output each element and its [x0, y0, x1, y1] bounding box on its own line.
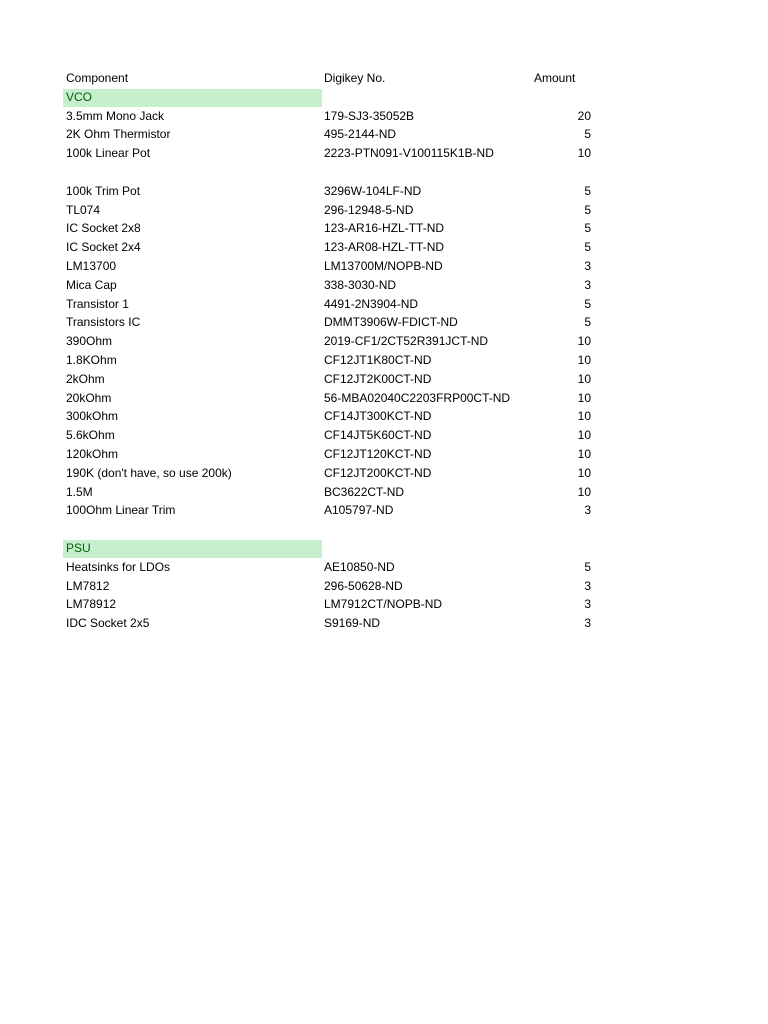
digikey-cell: CF12JT120KCT-ND: [324, 446, 432, 461]
amount-cell: 5: [584, 315, 591, 330]
digikey-cell: CF14JT5K60CT-ND: [324, 428, 432, 443]
digikey-cell: CF12JT2K00CT-ND: [324, 371, 432, 386]
amount-cell: 10: [577, 371, 591, 386]
amount-cell: 20: [577, 108, 591, 123]
table-row: [63, 426, 603, 445]
digikey-cell: 123-AR16-HZL-TT-ND: [324, 221, 445, 236]
amount-cell: 10: [577, 465, 591, 480]
table-row: [63, 276, 603, 295]
table-row: [63, 295, 603, 314]
component-cell: TL074: [66, 202, 101, 217]
digikey-cell: CF12JT200KCT-ND: [324, 465, 432, 480]
amount-cell: 10: [577, 146, 591, 161]
table-row: [63, 125, 603, 144]
section-highlight: [63, 540, 322, 558]
digikey-cell: S9169-ND: [324, 616, 381, 631]
component-cell: Transistor 1: [66, 296, 129, 311]
section-label: PSU: [66, 540, 91, 555]
amount-cell: 5: [584, 202, 591, 217]
amount-cell: 3: [584, 503, 591, 518]
amount-cell: 5: [584, 296, 591, 311]
digikey-cell: 179-SJ3-35052B: [324, 108, 415, 123]
digikey-cell: A105797-ND: [324, 503, 394, 518]
amount-cell: 10: [577, 390, 591, 405]
amount-cell: 3: [584, 277, 591, 292]
table-row: [63, 201, 603, 220]
component-cell: 3.5mm Mono Jack: [66, 108, 165, 123]
amount-cell: 3: [584, 597, 591, 612]
digikey-cell: 4491-2N3904-ND: [324, 296, 419, 311]
digikey-cell: 2019-CF1/2CT52R391JCT-ND: [324, 334, 489, 349]
component-cell: 1.8KOhm: [66, 352, 117, 367]
component-cell: IC Socket 2x8: [66, 221, 141, 236]
amount-cell: 5: [584, 221, 591, 236]
table-row: [63, 351, 603, 370]
table-row: [63, 257, 603, 276]
amount-cell: 10: [577, 409, 591, 424]
component-cell: 190K (don't have, so use 200k): [66, 465, 232, 480]
table-row: [63, 370, 603, 389]
component-cell: 390Ohm: [66, 334, 113, 349]
table-row: [63, 483, 603, 502]
table-row: [63, 144, 603, 163]
digikey-cell: CF14JT300KCT-ND: [324, 409, 432, 424]
digikey-cell: 56-MBA02040C2203FRP00CT-ND: [324, 390, 511, 405]
component-cell: 100k Trim Pot: [66, 183, 141, 198]
table-row: [63, 389, 603, 408]
section-header-row: [63, 539, 603, 558]
amount-cell: 5: [584, 127, 591, 142]
table-row: [63, 332, 603, 351]
section-label: VCO: [66, 89, 93, 104]
table-row: [63, 107, 603, 126]
table-row: [63, 445, 603, 464]
table-row: [63, 219, 603, 238]
blank-row: [63, 520, 603, 539]
section-highlight: [63, 89, 322, 107]
component-cell: IDC Socket 2x5: [66, 616, 150, 631]
component-cell: IC Socket 2x4: [66, 240, 141, 255]
amount-cell: 10: [577, 428, 591, 443]
header-row: [63, 69, 603, 88]
component-cell: 2kOhm: [66, 371, 105, 386]
component-cell: 5.6kOhm: [66, 428, 115, 443]
header-amount: Amount: [534, 71, 576, 85]
component-cell: 20kOhm: [66, 390, 112, 405]
component-cell: 100Ohm Linear Trim: [66, 503, 176, 518]
digikey-cell: 3296W-104LF-ND: [324, 183, 422, 198]
table-row: [63, 614, 603, 633]
digikey-cell: 296-50628-ND: [324, 578, 403, 593]
digikey-cell: 2223-PTN091-V100115K1B-ND: [324, 146, 494, 161]
component-cell: Transistors IC: [66, 315, 141, 330]
table-row: [63, 501, 603, 520]
section-header-row: [63, 88, 603, 107]
component-cell: LM78912: [66, 597, 117, 612]
table-row: [63, 464, 603, 483]
amount-cell: 10: [577, 446, 591, 461]
header-component: Component: [66, 71, 129, 85]
amount-cell: 5: [584, 559, 591, 574]
component-cell: 100k Linear Pot: [66, 146, 151, 161]
amount-cell: 5: [584, 240, 591, 255]
blank-row: [63, 163, 603, 182]
component-cell: Mica Cap: [66, 277, 117, 292]
amount-cell: 10: [577, 484, 591, 499]
digikey-cell: BC3622CT-ND: [324, 484, 405, 499]
digikey-cell: LM7912CT/NOPB-ND: [324, 597, 443, 612]
component-cell: LM7812: [66, 578, 110, 593]
table-row: [63, 577, 603, 596]
component-cell: 120kOhm: [66, 446, 119, 461]
amount-cell: 10: [577, 352, 591, 367]
amount-cell: 3: [584, 578, 591, 593]
table-row: [63, 558, 603, 577]
digikey-cell: LM13700M/NOPB-ND: [324, 258, 443, 273]
header-digikey: Digikey No.: [324, 71, 386, 85]
amount-cell: 3: [584, 258, 591, 273]
component-cell: 300kOhm: [66, 409, 119, 424]
table-row: [63, 595, 603, 614]
digikey-cell: 495-2144-ND: [324, 127, 397, 142]
digikey-cell: DMMT3906W-FDICT-ND: [324, 315, 458, 330]
digikey-cell: 338-3030-ND: [324, 277, 397, 292]
parts-list-sheet: [63, 69, 603, 633]
component-cell: LM13700: [66, 258, 117, 273]
digikey-cell: 123-AR08-HZL-TT-ND: [324, 240, 445, 255]
amount-cell: 5: [584, 183, 591, 198]
component-cell: 2K Ohm Thermistor: [66, 127, 171, 142]
table-row: [63, 313, 603, 332]
table-row: [63, 407, 603, 426]
component-cell: 1.5M: [66, 484, 93, 499]
table-row: [63, 182, 603, 201]
amount-cell: 3: [584, 616, 591, 631]
table-row: [63, 238, 603, 257]
digikey-cell: CF12JT1K80CT-ND: [324, 352, 432, 367]
amount-cell: 10: [577, 334, 591, 349]
parts-rows: [63, 88, 603, 633]
digikey-cell: 296-12948-5-ND: [324, 202, 414, 217]
component-cell: Heatsinks for LDOs: [66, 559, 171, 574]
digikey-cell: AE10850-ND: [324, 559, 395, 574]
